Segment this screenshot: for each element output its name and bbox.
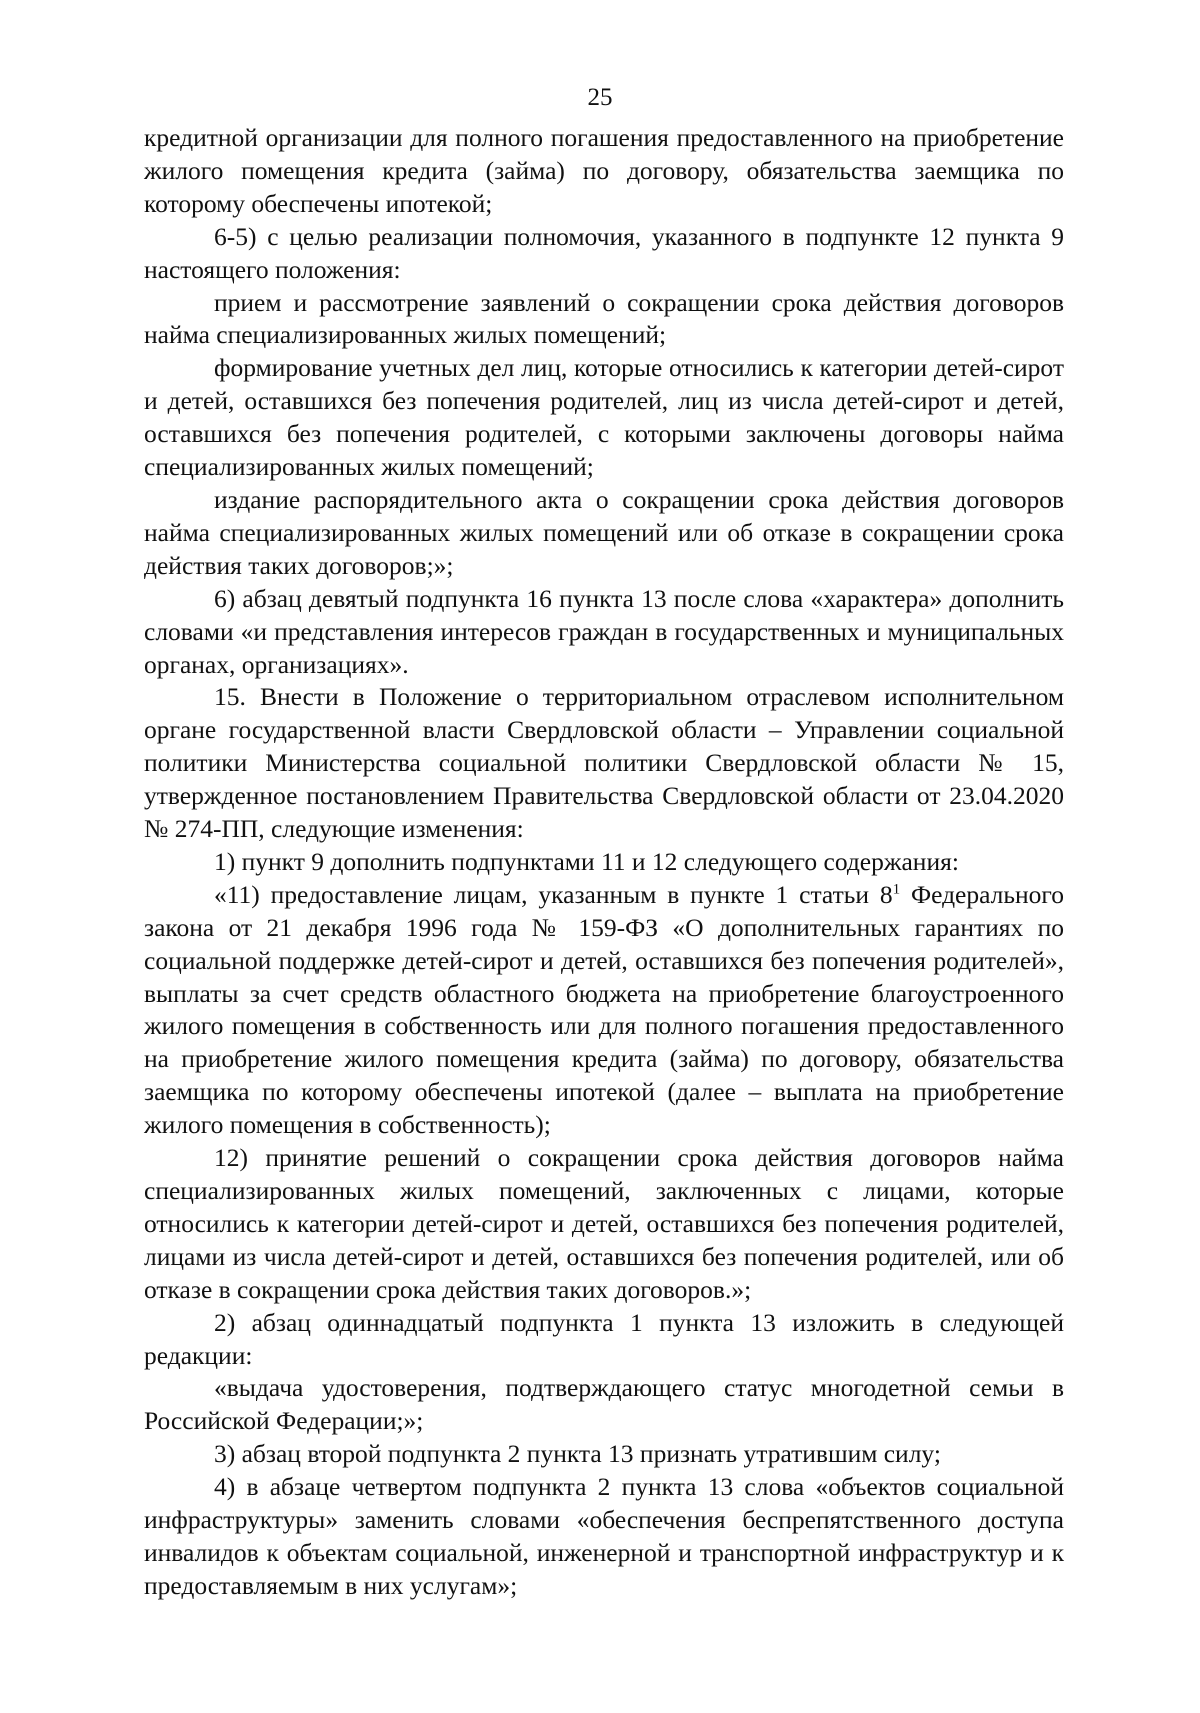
paragraph-item-1: 1) пункт 9 дополнить подпунктами 11 и 12 следующего содержания: [214, 846, 959, 876]
paragraph-continuation: кредитной организации для полного погашения предоставленного на приобретение жилого помещения кредита (займа) по договору, обязательства заемщика по которому обеспечены ипотекой; [144, 123, 1064, 218]
paragraph-item-4: 4) в абзаце четвертом подпункта 2 пункта 13 слова «объектов социальной инфраструктуры» заменить словами «обеспечения беспрепятственного доступа инвалидов к объектам социальной, инженерной и транспортной инфраструктур и к предоставляемым в них услугам»; [144, 1472, 1064, 1600]
paragraph-item-6-5: 6-5) с целью реализации полномочия, указанного в подпункте 12 пункта 9 настоящего положения: [144, 221, 1064, 284]
page-number: 25 [587, 84, 613, 111]
paragraph-subitem-12: 12) принятие решений о сокращении срока действия договоров найма специализированных жилых помещений, заключенных с лицами, которые относились к категории детей-сирот и детей, оставшихся без попечения родителей, лицами из числа детей-сирот и детей, оставшихся без попечения родителей, или об отказе в сокращении срока действия таких договоров.»; [144, 1143, 1064, 1304]
paragraph-applications: прием и рассмотрение заявлений о сокращении срока действия договоров найма специализированных жилых помещений; [144, 287, 1064, 350]
document-body [144, 122, 1064, 1603]
paragraph-item-2: 2) абзац одиннадцатый подпункта 1 пункта 13 изложить в следующей редакции: [144, 1307, 1064, 1370]
subitem-11-text-end: Федерального закона от 21 декабря 1996 года № 159-ФЗ «О дополнительных гарантиях по социальной поддержке детей-сирот и детей, оставшихся без попечения родителей», выплаты за счет средств областного бюджета на приобретение благоустроенного жилого помещения в собственность или для полного погашения предоставленного на приобретение жилого помещения кредита (займа) по договору, обязательства заемщика по которому обеспечены ипотекой (далее – выплата на приобретение жилого помещения в собственность); [144, 879, 1064, 1140]
subitem-11-text-start: «11) предоставление лицам, указанным в пункте 1 статьи 8 [214, 879, 893, 909]
paragraph-section-15: 15. Внести в Положение о территориальном отраслевом исполнительном органе государственной власти Свердловской области – Управлении социальной политики Министерства социальной политики Свердловской области № 15, утвержденное постановлением Правительства Свердловской области от 23.04.2020 № 274-ПП, следующие изменения: [144, 682, 1064, 844]
paragraph-records: формирование учетных дел лиц, которые относились к категории детей-сирот и детей, оставшихся без попечения родителей, лиц из числа детей-сирот и детей, оставшихся без попечения родителей, с которыми заключены договоры найма специализированных жилых помещений; [144, 353, 1064, 482]
paragraph-item-3: 3) абзац второй подпункта 2 пункта 13 признать утратившим силу; [214, 1439, 941, 1469]
paragraph-certificate: «выдача удостоверения, подтверждающего статус многодетной семьи в Российской Федерации;»; [144, 1373, 1064, 1436]
paragraph-subitem-11 [144, 879, 1064, 1142]
article-superscript: 1 [892, 881, 901, 898]
paragraph-item-6: 6) абзац девятый подпункта 16 пункта 13 после слова «характера» дополнить словами «и представления интересов граждан в государственных и муниципальных органах, организациях». [144, 583, 1064, 679]
paragraph-administrative-act: издание распорядительного акта о сокращении срока действия договоров найма специализированных жилых помещений или об отказе в сокращении срока действия таких договоров;»; [144, 484, 1064, 580]
